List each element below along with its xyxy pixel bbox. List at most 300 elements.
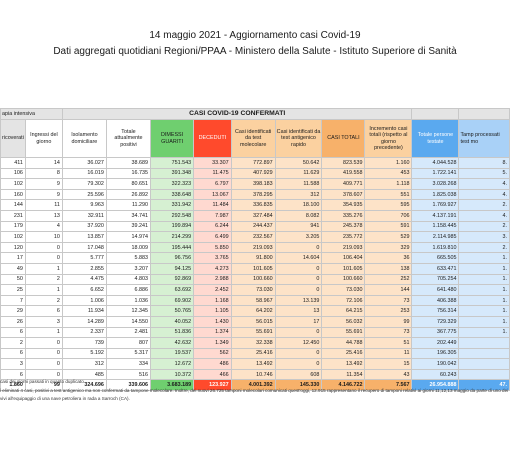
cell-dimessi: 19.537 [151,348,194,359]
cell-dimessi: 40.052 [151,316,194,327]
cell-casi-totali: 378.607 [322,189,365,200]
cell-ingressi: 0 [25,242,62,253]
cell-ricoverati: 411 [1,158,26,169]
cell-incremento: 529 [365,232,412,243]
cell-positivi: 4.803 [106,274,150,285]
cell-ingressi: 0 [25,369,62,380]
cell-dimessi: 50.765 [151,306,194,317]
cell-molecolare: 4.001.392 [231,380,275,391]
col-tamponi-header: Tamp processati test mo [459,120,510,158]
cell-positivi: 339.606 [106,380,150,391]
table-row [1,253,510,264]
cell-antigenico: 11.588 [275,179,322,190]
cell-antigenico: 312 [275,189,322,200]
cell-tamponi: 2. [459,221,510,232]
cell-tamponi: 1. [459,327,510,338]
cell-positivi: 1.036 [106,295,150,306]
cell-dimessi: 195.444 [151,242,194,253]
cell-ricoverati: 102 [1,232,26,243]
cell-tamponi [459,338,510,349]
cell-tamponi: 5. [459,168,510,179]
cell-molecolare: 13.492 [231,359,275,370]
cell-tamponi: 3. [459,232,510,243]
cell-antigenico: 0 [275,359,322,370]
cell-deceduti: 4.273 [194,263,232,274]
footnote-2: i eliminati 4 casi, positivi a test antigenico ma non confermati da tampone molecolare. Inoltre, dei nuovi 26.725 tamponi molecolari comunicati quest'oggi, 12.915 rappresentano il recupero di tamponi relativi ai giorni 11,12,13 maggio da parte di uno dei [0,387,509,393]
cell-deceduti: 6.797 [194,179,232,190]
col-dimessi-header: DIMESSI GUARITI [151,120,194,158]
table-row [1,158,510,169]
cell-positivi: 334 [106,359,150,370]
table-row [1,327,510,338]
cell-tamponi: 1. [459,306,510,317]
cell-tamponi: 1. [459,285,510,296]
cell-positivi: 34.741 [106,210,150,221]
cell-ricoverati: 50 [1,274,26,285]
cell-deceduti: 2.452 [194,285,232,296]
cell-deceduti: 123.927 [194,380,232,391]
cell-tamponi: 4. [459,210,510,221]
cell-deceduti: 11.475 [194,168,232,179]
cell-ingressi: 4 [25,221,62,232]
cell-molecolare: 25.416 [231,348,275,359]
cell-ricoverati: 49 [1,263,26,274]
cell-antigenico: 18.100 [275,200,322,211]
footnote-4: vivi all'equipaggio di una nave petroliera in rada a Sarroch (CA). [0,396,130,402]
cell-antigenico: 0 [275,263,322,274]
cell-dimessi: 96.756 [151,253,194,264]
cell-dimessi: 12.672 [151,359,194,370]
cell-dimessi: 51.836 [151,327,194,338]
cell-incremento: 36 [365,253,412,264]
cell-ricoverati: 26 [1,316,26,327]
col-incremento-header: Incremento casi totali (rispetto al giorno precedente) [365,120,412,158]
cell-positivi: 12.345 [106,306,150,317]
cell-molecolare: 232.567 [231,232,275,243]
cell-ingressi: 1 [25,285,62,296]
table-row [1,200,510,211]
cell-molecolare: 32.338 [231,338,275,349]
table-row [1,295,510,306]
cell-ingressi: 0 [25,253,62,264]
table-row [1,179,510,190]
cell-molecolare: 407.929 [231,168,275,179]
cell-molecolare: 64.202 [231,306,275,317]
cell-testate: 1.619.810 [412,242,459,253]
table-row [1,221,510,232]
cell-positivi: 5.317 [106,348,150,359]
cell-ricoverati: 106 [1,168,26,179]
cell-casi-totali: 419.558 [322,168,365,179]
cell-testate: 729.329 [412,316,459,327]
cell-ricoverati: 29 [1,306,26,317]
cell-testate: 665.505 [412,253,459,264]
cell-casi-totali: 335.276 [322,210,365,221]
cell-incremento: 144 [365,285,412,296]
cell-tamponi: 47. [459,380,510,391]
cell-testate: 705.254 [412,274,459,285]
cell-incremento: 138 [365,263,412,274]
table-row [1,242,510,253]
cell-antigenico: 941 [275,221,322,232]
table-row [1,359,510,370]
cell-isolamento: 485 [62,369,106,380]
cell-isolamento: 312 [62,359,106,370]
cell-ricoverati: 120 [1,242,26,253]
cell-isolamento: 13.857 [62,232,106,243]
cell-ingressi: 0 [25,338,62,349]
cell-casi-totali: 56.032 [322,316,365,327]
cell-molecolare: 219.093 [231,242,275,253]
cell-ingressi: 1 [25,263,62,274]
cell-testate: 756.314 [412,306,459,317]
cell-incremento: 99 [365,316,412,327]
cell-ingressi: 13 [25,210,62,221]
cell-isolamento: 11.934 [62,306,106,317]
cell-casi-totali: 106.404 [322,253,365,264]
cell-molecolare: 378.295 [231,189,275,200]
cell-positivi: 807 [106,338,150,349]
cell-incremento: 43 [365,369,412,380]
cell-deceduti: 486 [194,359,232,370]
page-subtitle: Dati aggregati quotidiani Regioni/PPAA - Ministero della Salute - Istituto Superiore di Sanità [53,46,457,57]
cell-incremento: 551 [365,189,412,200]
cell-isolamento: 36.027 [62,158,106,169]
cell-dimessi: 199.894 [151,221,194,232]
cell-dimessi: 94.125 [151,263,194,274]
cell-deceduti: 1.374 [194,327,232,338]
cell-antigenico: 3.205 [275,232,322,243]
cell-casi-totali: 72.106 [322,295,365,306]
cell-tamponi: 4. [459,189,510,200]
cell-tamponi [459,348,510,359]
cell-molecolare: 73.030 [231,285,275,296]
cell-ingressi: 1 [25,327,62,338]
cell-isolamento: 37.920 [62,221,106,232]
cell-incremento: 329 [365,242,412,253]
cell-casi-totali: 245.378 [322,221,365,232]
cell-ingressi: 9 [25,179,62,190]
covid-data-table [0,108,510,391]
cell-incremento: 15 [365,359,412,370]
col-positivi-header: Totale attualmente positivi [106,120,150,158]
cell-molecolare: 398.183 [231,179,275,190]
cell-ricoverati: 160 [1,189,26,200]
cell-incremento: 252 [365,274,412,285]
cell-isolamento: 2.855 [62,263,106,274]
cell-isolamento: 17.048 [62,242,106,253]
cell-ingressi: 8 [25,168,62,179]
cell-dimessi: 292.548 [151,210,194,221]
cell-dimessi: 42.632 [151,338,194,349]
cell-incremento: 11 [365,348,412,359]
cell-isolamento: 1.006 [62,295,106,306]
table-row [1,232,510,243]
cell-casi-totali: 101.605 [322,263,365,274]
cell-deceduti: 33.307 [194,158,232,169]
footnotes [0,378,510,404]
cell-tamponi: 1. [459,274,510,285]
col-antigenico-header: Casi identificati da test antigenico rapido [275,120,322,158]
cell-antigenico: 608 [275,369,322,380]
table-row [1,306,510,317]
cell-tamponi: 8. [459,158,510,169]
footnote-1: casi dei giorni passati in quanto duplicato. [0,379,86,384]
cell-testate: 26.954.888 [412,380,459,391]
cell-isolamento: 16.019 [62,168,106,179]
cell-ingressi: 0 [25,359,62,370]
cell-testate: 406.388 [412,295,459,306]
cell-deceduti: 6.499 [194,232,232,243]
cell-casi-totali: 354.935 [322,200,365,211]
col-deceduti-header: DECEDUTI [194,120,232,158]
cell-dimessi: 751.543 [151,158,194,169]
table-row [1,285,510,296]
cell-casi-totali: 409.771 [322,179,365,190]
table-row [1,338,510,349]
cell-positivi: 6.886 [106,285,150,296]
cell-deceduti: 5.850 [194,242,232,253]
cell-tamponi: 1. [459,253,510,264]
cell-ricoverati: 6 [1,369,26,380]
cell-dimessi: 331.942 [151,200,194,211]
cell-antigenico: 0 [275,327,322,338]
cell-incremento: 73 [365,295,412,306]
cell-dimessi: 63.692 [151,285,194,296]
cell-ricoverati: 144 [1,200,26,211]
table-body [1,158,510,391]
cell-testate: 1.722.141 [412,168,459,179]
cell-deceduti: 466 [194,369,232,380]
cell-tamponi: 4. [459,179,510,190]
cell-ricoverati: 179 [1,221,26,232]
cell-incremento: 73 [365,327,412,338]
cell-casi-totali: 823.539 [322,158,365,169]
cell-antigenico: 0 [275,348,322,359]
cell-isolamento: 324.696 [62,380,106,391]
cell-incremento: 595 [365,200,412,211]
cell-positivi: 16.735 [106,168,150,179]
col-ingressi-header: Ingressi del giorno [25,120,62,158]
cell-antigenico: 11.629 [275,168,322,179]
cell-testate: 190.042 [412,359,459,370]
cell-isolamento: 4.475 [62,274,106,285]
cell-dimessi: 69.902 [151,295,194,306]
cell-ingressi: 0 [25,348,62,359]
cell-isolamento: 25.596 [62,189,106,200]
cell-isolamento: 6.652 [62,285,106,296]
cell-testate: 1.158.445 [412,221,459,232]
cell-molecolare: 10.746 [231,369,275,380]
cell-positivi: 26.892 [106,189,150,200]
cell-testate: 633.471 [412,263,459,274]
cell-antigenico: 13 [275,306,322,317]
cell-deceduti: 1.430 [194,316,232,327]
cell-incremento: 51 [365,338,412,349]
cell-isolamento: 5.777 [62,253,106,264]
cell-deceduti: 11.484 [194,200,232,211]
cell-testate: 202.449 [412,338,459,349]
cell-incremento: 706 [365,210,412,221]
cell-testate: 367.775 [412,327,459,338]
table-row [1,274,510,285]
cell-deceduti: 1.168 [194,295,232,306]
cell-dimessi: 391.348 [151,168,194,179]
cell-molecolare: 327.484 [231,210,275,221]
table-row [1,189,510,200]
cell-antigenico: 8.082 [275,210,322,221]
cell-ricoverati: 231 [1,210,26,221]
cell-tamponi: 1. [459,263,510,274]
cell-testate: 1.825.038 [412,189,459,200]
cell-antigenico: 0 [275,285,322,296]
cell-antigenico: 13.139 [275,295,322,306]
cell-incremento: 453 [365,168,412,179]
cell-antigenico: 50.642 [275,158,322,169]
table-row [1,210,510,221]
cell-molecolare: 772.897 [231,158,275,169]
col-ricoverati-header: ricoverati [1,120,26,158]
cell-testate: 3.028.268 [412,179,459,190]
cell-ricoverati: 7 [1,295,26,306]
cell-deceduti: 7.987 [194,210,232,221]
cell-molecolare: 100.660 [231,274,275,285]
cell-positivi: 39.241 [106,221,150,232]
cell-ricoverati: 1.860 [1,380,26,391]
table-row [1,316,510,327]
col-testate-header: Totale persone testate [412,120,459,158]
cell-positivi: 516 [106,369,150,380]
cell-isolamento: 79.302 [62,179,106,190]
cell-ingressi: 6 [25,306,62,317]
col-isolamento-header: Isolamento domiciliare [62,120,106,158]
cell-deceduti: 13.067 [194,189,232,200]
cell-molecolare: 58.967 [231,295,275,306]
cell-ricoverati: 3 [1,359,26,370]
cell-dimessi: 3.683.189 [151,380,194,391]
cell-isolamento: 9.963 [62,200,106,211]
table-row [1,348,510,359]
cell-casi-totali: 64.215 [322,306,365,317]
cell-incremento: 1.118 [365,179,412,190]
terapia-intensiva-group-label: apia intensiva [1,109,63,120]
cell-tamponi: 1. [459,295,510,306]
cell-deceduti: 2.988 [194,274,232,285]
cell-isolamento: 5.192 [62,348,106,359]
cell-casi-totali: 44.788 [322,338,365,349]
page-title: 14 maggio 2021 - Aggiornamento casi Covid-19 [149,30,361,41]
cell-positivi: 14.550 [106,316,150,327]
cell-antigenico: 17 [275,316,322,327]
cell-isolamento: 2.337 [62,327,106,338]
cell-casi-totali: 25.416 [322,348,365,359]
cell-antigenico: 12.450 [275,338,322,349]
cell-ingressi: 11 [25,200,62,211]
cell-casi-totali: 235.772 [322,232,365,243]
cell-molecolare: 336.835 [231,200,275,211]
cell-testate: 4.137.191 [412,210,459,221]
cell-ingressi: 2 [25,295,62,306]
table-row [1,168,510,179]
cell-testate: 4.044.528 [412,158,459,169]
cell-incremento: 7.567 [365,380,412,391]
col-molecolare-header: Casi identificati da test molecolare [231,120,275,158]
cell-antigenico: 14.604 [275,253,322,264]
cell-casi-totali: 55.691 [322,327,365,338]
cell-isolamento: 14.289 [62,316,106,327]
cell-ingressi: 99 [25,380,62,391]
cell-tamponi: 2. [459,242,510,253]
cell-ingressi: 2 [25,274,62,285]
cell-isolamento: 739 [62,338,106,349]
cell-ricoverati: 2 [1,338,26,349]
cell-positivi: 80.651 [106,179,150,190]
cell-positivi: 38.689 [106,158,150,169]
cell-tamponi: 2. [459,200,510,211]
cell-deceduti: 562 [194,348,232,359]
cell-deceduti: 1.349 [194,338,232,349]
cell-testate: 196.305 [412,348,459,359]
cell-casi-totali: 219.093 [322,242,365,253]
cell-testate: 641.480 [412,285,459,296]
cell-deceduti: 1.105 [194,306,232,317]
cell-incremento: 1.160 [365,158,412,169]
cell-incremento: 253 [365,306,412,317]
cell-positivi: 3.207 [106,263,150,274]
cell-positivi: 11.290 [106,200,150,211]
cell-antigenico: 145.330 [275,380,322,391]
cell-ricoverati: 102 [1,179,26,190]
cell-tamponi: 1. [459,316,510,327]
casi-confermati-header: CASI COVID-19 CONFERMATI [62,109,412,120]
cell-ricoverati: 6 [1,348,26,359]
cell-casi-totali: 4.146.722 [322,380,365,391]
cell-antigenico: 0 [275,242,322,253]
cell-isolamento: 32.911 [62,210,106,221]
cell-ricoverati: 6 [1,327,26,338]
cell-positivi: 18.009 [106,242,150,253]
cell-dimessi: 338.648 [151,189,194,200]
cell-deceduti: 6.244 [194,221,232,232]
cell-dimessi: 92.869 [151,274,194,285]
cell-ricoverati: 25 [1,285,26,296]
cell-dimessi: 10.372 [151,369,194,380]
cell-testate: 60.243 [412,369,459,380]
cell-deceduti: 3.765 [194,253,232,264]
cell-casi-totali: 100.660 [322,274,365,285]
cell-positivi: 14.974 [106,232,150,243]
cell-ricoverati: 17 [1,253,26,264]
cell-molecolare: 55.691 [231,327,275,338]
cell-molecolare: 101.605 [231,263,275,274]
cell-ingressi: 9 [25,189,62,200]
cell-molecolare: 91.800 [231,253,275,264]
cell-positivi: 5.883 [106,253,150,264]
cell-molecolare: 56.015 [231,316,275,327]
col-casi-totali-header: CASI TOTALI [322,120,365,158]
cell-casi-totali: 13.492 [322,359,365,370]
cell-positivi: 2.481 [106,327,150,338]
cell-ingressi: 3 [25,316,62,327]
cell-testate: 2.114.985 [412,232,459,243]
cell-incremento: 591 [365,221,412,232]
cell-tamponi [459,359,510,370]
cell-casi-totali: 11.354 [322,369,365,380]
cell-molecolare: 244.437 [231,221,275,232]
cell-casi-totali: 73.030 [322,285,365,296]
cell-antigenico: 0 [275,274,322,285]
cell-ingressi: 14 [25,158,62,169]
